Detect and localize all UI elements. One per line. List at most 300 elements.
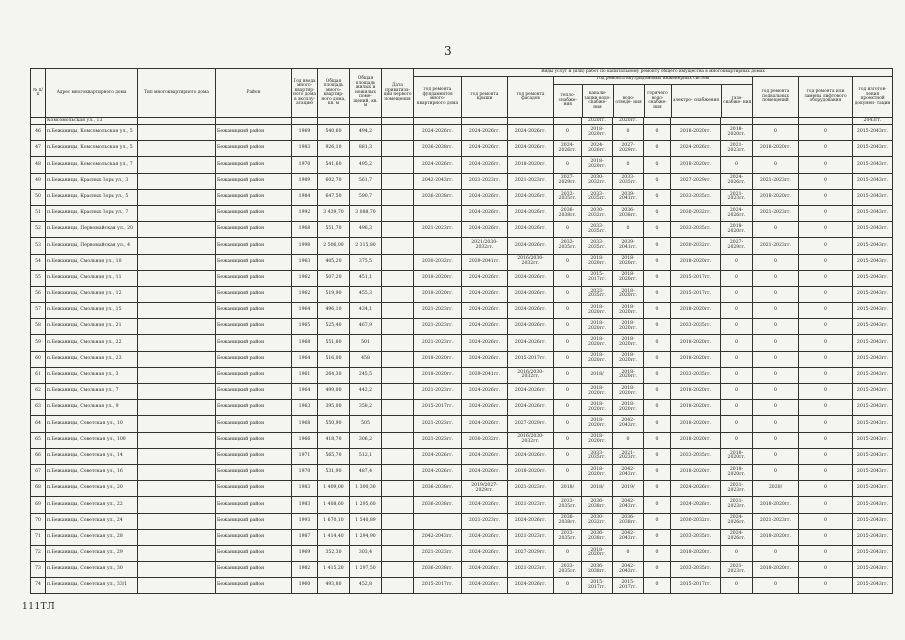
- cell-heat: 0: [554, 464, 582, 480]
- cell-living-area: 303,4: [350, 545, 382, 561]
- cell-living-area: 512,1: [350, 448, 382, 464]
- cell-row-number: 68: [31, 481, 46, 497]
- cell-roof: 2024-2026гг.: [462, 384, 508, 400]
- cell-water-out: 2018-2020гг.: [613, 254, 644, 270]
- cell-electric: 2018-2020гг.: [671, 545, 721, 561]
- cell-sewer: 2033-2035гг.: [582, 189, 613, 205]
- cell-year: 1964: [292, 351, 318, 367]
- cell-electric: 2033-2035гг.: [671, 222, 721, 238]
- cell-sewer: 2018-2020гг.: [582, 351, 613, 367]
- cell-district: Бежаницкий район: [216, 303, 292, 319]
- cell-house-type: [138, 367, 216, 383]
- cell-sewer: 2036-2038гг.: [582, 562, 613, 578]
- header-gas: газо- снабже- ния: [721, 85, 753, 117]
- cell-facade: 2016/2030-2032гг.: [508, 432, 554, 448]
- cell-heat: 2033-2035гг.: [554, 497, 582, 513]
- prev-address: Комсомольская ул., 13: [46, 118, 138, 125]
- cell-year: 1969: [292, 545, 318, 561]
- cell-privatization-date: [382, 578, 414, 594]
- cell-district: Бежаницкий район: [216, 497, 292, 513]
- cell-roof: 2024-2026гг.: [462, 351, 508, 367]
- cell-elevator: 0: [799, 173, 853, 189]
- cell-year: 1970: [292, 464, 318, 480]
- cell-year: 1983: [292, 481, 318, 497]
- cell-gas: 2024-2026гг.: [721, 529, 753, 545]
- cell-row-number: 54: [31, 254, 46, 270]
- cell-privatization-date: [382, 384, 414, 400]
- cell-hot-water: 0: [644, 545, 671, 561]
- cell-heat: 0: [554, 578, 582, 594]
- cell-elevator: 0: [799, 529, 853, 545]
- cell-living-area: 561,7: [350, 173, 382, 189]
- cell-house-type: [138, 432, 216, 448]
- cell-sewer: 2036-2038гг.: [582, 497, 613, 513]
- header-project-docs: год изготов- ления проектной докумен- тации: [853, 77, 893, 118]
- cell-district: Бежаницкий район: [216, 254, 292, 270]
- cell-hot-water: 0: [644, 125, 671, 141]
- table-row: [31, 205, 893, 221]
- cell-hot-water: 0: [644, 464, 671, 480]
- cell-gas: 2024-2026гг.: [721, 513, 753, 529]
- cell-roof: 2024-2026гг.: [462, 189, 508, 205]
- cell-house-type: [138, 125, 216, 141]
- cell-total-area: 499,00: [318, 384, 350, 400]
- cell-house-type: [138, 157, 216, 173]
- cell-basement: 0: [753, 578, 799, 594]
- cell-roof: 2024-2026гг.: [462, 464, 508, 480]
- cell-facade: 2024-2026гг.: [508, 384, 554, 400]
- cell-roof: 2024-2026гг.: [462, 270, 508, 286]
- cell-heat: 2018/: [554, 481, 582, 497]
- cell-row-number: 64: [31, 416, 46, 432]
- cell-electric: 2024-2026гг.: [671, 497, 721, 513]
- cell-foundation: 2024-2026гг.: [414, 448, 462, 464]
- cell-foundation: 2021-2023гг.: [414, 319, 462, 335]
- cell-electric: 2018-2020гг.: [671, 464, 721, 480]
- cell-project-docs: 2015-2043гг.: [853, 367, 893, 383]
- cell-year: 1968: [292, 416, 318, 432]
- cell-house-type: [138, 335, 216, 351]
- cell-row-number: 67: [31, 464, 46, 480]
- cell-hot-water: 0: [644, 205, 671, 221]
- prev-project-docs: 2043гг.: [853, 118, 893, 125]
- cell-project-docs: 2015-2043гг.: [853, 335, 893, 351]
- cell-address: п.Бежаницы, Смольная ул., 9: [46, 400, 138, 416]
- cell-hot-water: 0: [644, 270, 671, 286]
- cell-sewer: 2018-2020гг.: [582, 125, 613, 141]
- cell-row-number: 69: [31, 497, 46, 513]
- header-foundation: год ремонта фундаментов много- квартирного дома: [414, 77, 462, 118]
- cell-project-docs: 2015-2043гг.: [853, 141, 893, 157]
- cell-heat: 0: [554, 222, 582, 238]
- cell-sewer: 2018-2020гг.: [582, 464, 613, 480]
- cell-house-type: [138, 238, 216, 254]
- cell-foundation: 2015-2017гг.: [414, 578, 462, 594]
- cell-row-number: 70: [31, 513, 46, 529]
- cell-project-docs: 2015-2043гг.: [853, 125, 893, 141]
- cell-address: п.Бежаницы, Советская ул., 10: [46, 416, 138, 432]
- header-total-area: Общая площадь много- квартир- ного дома, кв. м: [318, 69, 350, 118]
- cell-elevator: 0: [799, 319, 853, 335]
- cell-privatization-date: [382, 448, 414, 464]
- cell-project-docs: 2015-2043гг.: [853, 529, 893, 545]
- cell-total-area: 565,70: [318, 448, 350, 464]
- cell-privatization-date: [382, 303, 414, 319]
- cell-row-number: 58: [31, 319, 46, 335]
- table-row: [31, 578, 893, 594]
- cell-foundation: [414, 205, 462, 221]
- cell-district: Бежаницкий район: [216, 432, 292, 448]
- cell-total-area: 405,20: [318, 254, 350, 270]
- cell-basement: 0: [753, 400, 799, 416]
- cell-house-type: [138, 545, 216, 561]
- cell-year: 1962: [292, 270, 318, 286]
- cell-privatization-date: [382, 529, 414, 545]
- cell-foundation: 2024-2026гг.: [414, 125, 462, 141]
- cell-privatization-date: [382, 464, 414, 480]
- table-row: [31, 351, 893, 367]
- cell-basement: 0: [753, 270, 799, 286]
- cell-heat: 0: [554, 125, 582, 141]
- cell-foundation: 2036-2038гг.: [414, 497, 462, 513]
- cell-address: п.Бежаницы, Советская ул., 22: [46, 497, 138, 513]
- cell-total-area: 1 414,40: [318, 529, 350, 545]
- cell-project-docs: 2015-2043гг.: [853, 416, 893, 432]
- cell-address: п.Бежаницы, Первомайская ул., 4: [46, 238, 138, 254]
- header-address: Адрес многоквартирного дома: [46, 69, 138, 118]
- cell-elevator: 0: [799, 238, 853, 254]
- cell-electric: 2033-2035гг.: [671, 367, 721, 383]
- cell-living-area: 245,5: [350, 367, 382, 383]
- cell-year: 1968: [292, 335, 318, 351]
- table-row: [31, 529, 893, 545]
- cell-heat: 0: [554, 351, 582, 367]
- cell-gas: 2024-2026гг.: [721, 205, 753, 221]
- cell-roof: 2024-2026гг.: [462, 545, 508, 561]
- cell-sewer: 2018/: [582, 367, 613, 383]
- cell-basement: 2018-2020гг.: [753, 497, 799, 513]
- cell-project-docs: 2015-2043гг.: [853, 562, 893, 578]
- header-district: Район: [216, 69, 292, 118]
- cell-project-docs: 2015-2043гг.: [853, 448, 893, 464]
- cell-gas: 0: [721, 432, 753, 448]
- table-row: [31, 238, 893, 254]
- cell-water-out: 2018-2020гг.: [613, 319, 644, 335]
- cell-privatization-date: [382, 400, 414, 416]
- cell-privatization-date: [382, 205, 414, 221]
- cell-sewer: 2018-2020гг.: [582, 400, 613, 416]
- cell-facade: 2027-2029гг.: [508, 545, 554, 561]
- cell-gas: 2021-2023гг.: [721, 481, 753, 497]
- cell-gas: 2018-2020гг.: [721, 448, 753, 464]
- cell-address: п.Бежаницы, Советская ул., 20: [46, 481, 138, 497]
- cell-district: Бежаницкий район: [216, 529, 292, 545]
- cell-basement: 0: [753, 335, 799, 351]
- cell-elevator: 0: [799, 125, 853, 141]
- cell-year: 1963: [292, 400, 318, 416]
- cell-elevator: 0: [799, 497, 853, 513]
- cell-total-area: 395,00: [318, 400, 350, 416]
- cell-row-number: 60: [31, 351, 46, 367]
- cell-address: п.Бежаницы, Комсомольская ул., 7: [46, 157, 138, 173]
- cell-hot-water: 0: [644, 303, 671, 319]
- cell-year: 1983: [292, 497, 318, 513]
- cell-facade: 2015-2017гг.: [508, 351, 554, 367]
- cell-elevator: 0: [799, 335, 853, 351]
- cell-living-area: 495,2: [350, 157, 382, 173]
- cell-heat: 2033-2035гг.: [554, 189, 582, 205]
- cell-district: Бежаницкий район: [216, 351, 292, 367]
- cell-project-docs: 2015-2043гг.: [853, 497, 893, 513]
- cell-basement: 2021-2023гг.: [753, 513, 799, 529]
- cell-gas: 2021-2023гг.: [721, 141, 753, 157]
- cell-project-docs: 2015-2043гг.: [853, 545, 893, 561]
- cell-elevator: 0: [799, 222, 853, 238]
- cell-address: п.Бежаницы, Советская ул., 30: [46, 562, 138, 578]
- cell-district: Бежаницкий район: [216, 270, 292, 286]
- cell-water-out: 2018-2020гг.: [613, 400, 644, 416]
- cell-living-area: 505: [350, 416, 382, 432]
- cell-water-out: 0: [613, 432, 644, 448]
- cell-foundation: 2018-2020гг.: [414, 367, 462, 383]
- cell-privatization-date: [382, 222, 414, 238]
- cell-roof: 2024-2026гг.: [462, 448, 508, 464]
- cell-gas: 0: [721, 351, 753, 367]
- cell-privatization-date: [382, 513, 414, 529]
- cell-foundation: 2018-2020гг.: [414, 270, 462, 286]
- cell-water-out: 2015-2017гг.: [613, 578, 644, 594]
- cell-hot-water: 0: [644, 173, 671, 189]
- table-row: [31, 319, 893, 335]
- cell-living-area: 442,2: [350, 384, 382, 400]
- cell-heat: 0: [554, 384, 582, 400]
- cell-hot-water: 0: [644, 497, 671, 513]
- table-row: [31, 157, 893, 173]
- page-number: 3: [444, 44, 452, 58]
- cell-electric: 2024-2026гг.: [671, 141, 721, 157]
- cell-total-area: 264,30: [318, 367, 350, 383]
- cell-elevator: 0: [799, 448, 853, 464]
- cell-total-area: 550,90: [318, 416, 350, 432]
- cell-facade: 2024-2026гг.: [508, 270, 554, 286]
- cell-elevator: 0: [799, 416, 853, 432]
- cell-house-type: [138, 141, 216, 157]
- cell-heat: 2033-2035гг.: [554, 529, 582, 545]
- cell-water-out: 2042-2043гг.: [613, 562, 644, 578]
- cell-roof: 2024-2026гг.: [462, 400, 508, 416]
- cell-sewer: 2030-2032гг.: [582, 173, 613, 189]
- cell-project-docs: 2015-2043гг.: [853, 238, 893, 254]
- cell-house-type: [138, 319, 216, 335]
- cell-water-out: 2042-2043гг.: [613, 497, 644, 513]
- cell-electric: 2018-2020гг.: [671, 125, 721, 141]
- cell-heat: 0: [554, 286, 582, 302]
- cell-basement: 2021-2023гг.: [753, 238, 799, 254]
- cell-gas: 0: [721, 335, 753, 351]
- cell-total-area: 496,10: [318, 303, 350, 319]
- cell-basement: 0: [753, 545, 799, 561]
- cell-heat: 0: [554, 416, 582, 432]
- cell-roof: 2024-2026гг.: [462, 497, 508, 513]
- cell-address: п.Бежаницы, Смольная ул., 21: [46, 319, 138, 335]
- cell-sewer: 2018-2020гг.: [582, 335, 613, 351]
- cell-sewer: 2036-2038гг.: [582, 529, 613, 545]
- cell-gas: 0: [721, 286, 753, 302]
- cell-heat: 0: [554, 157, 582, 173]
- cell-house-type: [138, 205, 216, 221]
- cell-row-number: 62: [31, 384, 46, 400]
- cell-electric: 2018-2020гг.: [671, 335, 721, 351]
- cell-privatization-date: [382, 335, 414, 351]
- cell-roof: 2024-2026гг.: [462, 416, 508, 432]
- cell-total-area: 516,00: [318, 351, 350, 367]
- cell-roof: 2021-2023гг.: [462, 173, 508, 189]
- cell-electric: 2018-2020гг.: [671, 432, 721, 448]
- cell-facade: 2021-2023гг.: [508, 497, 554, 513]
- cell-sewer: 2018-2020гг.: [582, 416, 613, 432]
- cell-foundation: 2021-2023гг.: [414, 222, 462, 238]
- cell-row-number: 48: [31, 157, 46, 173]
- cell-foundation: 2024-2026гг.: [414, 157, 462, 173]
- cell-elevator: 0: [799, 141, 853, 157]
- cell-gas: 2021-2023гг.: [721, 497, 753, 513]
- cell-house-type: [138, 189, 216, 205]
- cell-privatization-date: [382, 270, 414, 286]
- cell-house-type: [138, 481, 216, 497]
- cell-house-type: [138, 497, 216, 513]
- cell-electric: 2033-2035гг.: [671, 562, 721, 578]
- cell-elevator: 0: [799, 286, 853, 302]
- cell-row-number: 73: [31, 562, 46, 578]
- cell-living-area: 455,3: [350, 286, 382, 302]
- capital-repair-table: [30, 68, 893, 594]
- cell-hot-water: 0: [644, 189, 671, 205]
- cell-facade: 2024-2026гг.: [508, 189, 554, 205]
- cell-row-number: 50: [31, 189, 46, 205]
- table-row: [31, 303, 893, 319]
- cell-sewer: 2033-2035гг.: [582, 286, 613, 302]
- cell-hot-water: 0: [644, 384, 671, 400]
- cell-basement: 2021-2023гг.: [753, 173, 799, 189]
- header-engineering-group: год ремонта внутридомовых инженерных систем: [554, 77, 752, 85]
- cell-electric: 2015-2017гг.: [671, 270, 721, 286]
- cell-facade: 2024-2026гг.: [508, 222, 554, 238]
- cell-facade: 2024-2026гг.: [508, 513, 554, 529]
- table-row: [31, 513, 893, 529]
- cell-water-out: 2042-2043гг.: [613, 529, 644, 545]
- cell-electric: 2033-2035гг.: [671, 189, 721, 205]
- cell-sewer: 2018/: [582, 481, 613, 497]
- cell-foundation: 2030-2032гг.: [414, 254, 462, 270]
- cell-privatization-date: [382, 351, 414, 367]
- cell-facade: 2024-2026гг.: [508, 448, 554, 464]
- cell-heat: 2036-2038гг.: [554, 513, 582, 529]
- cell-district: Бежаницкий район: [216, 157, 292, 173]
- cell-basement: 0: [753, 125, 799, 141]
- cell-address: п.Бежаницы, Первомайская ул., 20: [46, 222, 138, 238]
- cell-address: п.Бежаницы, Красных Зорь ул., 7: [46, 205, 138, 221]
- cell-privatization-date: [382, 238, 414, 254]
- cell-total-area: 1 409,00: [318, 481, 350, 497]
- cell-project-docs: 2015-2043гг.: [853, 319, 893, 335]
- table-row: [31, 173, 893, 189]
- cell-water-out: 2042-2043гг.: [613, 464, 644, 480]
- cell-water-out: 0: [613, 222, 644, 238]
- cell-living-area: 434,1: [350, 303, 382, 319]
- cell-total-area: 540,60: [318, 125, 350, 141]
- cell-facade: 2024-2026гг.: [508, 319, 554, 335]
- cell-year: 1993: [292, 513, 318, 529]
- cell-water-out: 2018-2020гг.: [613, 303, 644, 319]
- cell-sewer: 2018-2020гг.: [582, 319, 613, 335]
- cell-hot-water: 0: [644, 562, 671, 578]
- cell-gas: 0: [721, 254, 753, 270]
- table-row: [31, 286, 893, 302]
- cell-privatization-date: [382, 497, 414, 513]
- cell-district: Бежаницкий район: [216, 578, 292, 594]
- cell-sewer: 2024-2026гг.: [582, 141, 613, 157]
- cell-basement: 2018-2020гг.: [753, 189, 799, 205]
- cell-facade: 2024-2026гг.: [508, 125, 554, 141]
- cell-project-docs: 2015-2043гг.: [853, 270, 893, 286]
- cell-hot-water: 0: [644, 319, 671, 335]
- cell-district: Бежаницкий район: [216, 222, 292, 238]
- cell-house-type: [138, 529, 216, 545]
- cell-heat: 0: [554, 545, 582, 561]
- cell-water-out: 2042-2043гг.: [613, 416, 644, 432]
- cell-project-docs: 2015-2043гг.: [853, 173, 893, 189]
- cell-district: Бежаницкий район: [216, 319, 292, 335]
- cell-elevator: 0: [799, 513, 853, 529]
- cell-district: Бежаницкий район: [216, 125, 292, 141]
- cell-row-number: 52: [31, 222, 46, 238]
- cell-sewer: 2018-2020гг.: [582, 432, 613, 448]
- cell-total-area: 647,50: [318, 189, 350, 205]
- cell-total-area: 519,90: [318, 286, 350, 302]
- cell-roof: 2030-2032гг.: [462, 432, 508, 448]
- prev-sewer: 2020гг.: [582, 118, 613, 125]
- cell-gas: 0: [721, 416, 753, 432]
- cell-project-docs: 2015-2043гг.: [853, 351, 893, 367]
- cell-house-type: [138, 464, 216, 480]
- cell-water-out: 2018-2020гг.: [613, 351, 644, 367]
- cell-water-out: 2033-2035гг.: [613, 173, 644, 189]
- cell-total-area: 551,80: [318, 335, 350, 351]
- cell-elevator: 0: [799, 254, 853, 270]
- cell-foundation: [414, 513, 462, 529]
- header-date-first: Дата приватиза- ции первого помещения: [382, 69, 414, 118]
- cell-project-docs: 2015-2043гг.: [853, 481, 893, 497]
- cell-year: 1982: [292, 562, 318, 578]
- cell-total-area: 1 670,10: [318, 513, 350, 529]
- cell-facade: 2024-2026гг.: [508, 205, 554, 221]
- cell-foundation: 2042-2043гг.: [414, 173, 462, 189]
- cell-row-number: 46: [31, 125, 46, 141]
- cell-year: 1964: [292, 303, 318, 319]
- cell-total-area: 3 439,70: [318, 205, 350, 221]
- cell-privatization-date: [382, 432, 414, 448]
- cell-address: п.Бежаницы, Советская ул., 33/1: [46, 578, 138, 594]
- cell-heat: 0: [554, 303, 582, 319]
- cell-water-out: 2018-2020гг.: [613, 286, 644, 302]
- cell-living-area: 1 297,50: [350, 562, 382, 578]
- cell-electric: 2033-2035гг.: [671, 529, 721, 545]
- cell-heat: 0: [554, 319, 582, 335]
- cell-hot-water: 0: [644, 367, 671, 383]
- cell-year: 1983: [292, 141, 318, 157]
- cell-foundation: 2021-2023гг.: [414, 432, 462, 448]
- cell-living-area: 451,1: [350, 270, 382, 286]
